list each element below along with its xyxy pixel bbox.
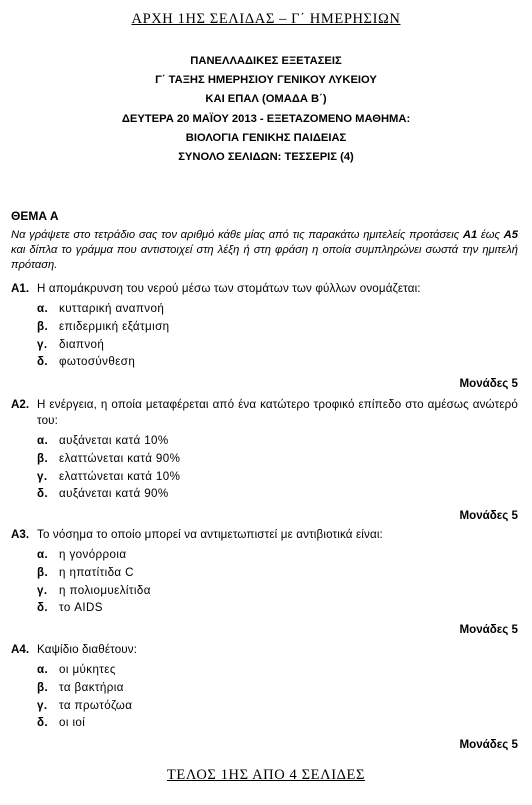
instructions-part1: Να γράψετε στο τετράδιο σας τον αριθμό κάθε μίας από τις παρακάτω ημιτελείς προτάσεις — [11, 229, 463, 241]
option-item — [11, 468, 518, 486]
option-letter: α. — [37, 434, 49, 447]
option-text: ελαττώνεται κατά 10% — [59, 469, 181, 483]
question-number: Α4. — [11, 643, 30, 656]
question-a4 — [11, 642, 518, 751]
option-text: αυξάνεται κατά 90% — [59, 487, 169, 501]
question-number: Α3. — [11, 528, 30, 541]
page-footer — [0, 767, 532, 784]
page-footer-text: ΤΕΛΟΣ 1ΗΣ ΑΠΟ 4 ΣΕΛΙΔΕΣ — [166, 767, 366, 783]
question-number: Α2. — [11, 398, 30, 411]
marks-label: Μονάδες 5 — [459, 738, 518, 752]
option-letter: β. — [37, 319, 49, 333]
options-list — [11, 546, 518, 617]
option-letter: β. — [37, 565, 49, 579]
option-text: ελαττώνεται κατά 90% — [59, 451, 181, 465]
question-a1 — [11, 281, 518, 390]
question-number: Α1. — [11, 282, 30, 295]
question-text: Το νόσημα το οποίο μπορεί να αντιμετωπιστεί με αντιβιοτικά είναι: — [37, 528, 383, 541]
option-text: αυξάνεται κατά 10% — [59, 434, 169, 447]
option-item — [11, 546, 518, 564]
option-item — [11, 353, 518, 371]
option-letter: α. — [37, 548, 49, 561]
title-line: Γ΄ ΤΑΞΗΣ ΗΜΕΡΗΣΙΟΥ ΓΕΝΙΚΟΥ ΛΥΚΕΙΟΥ — [155, 74, 377, 87]
option-text: οι μύκητες — [59, 663, 116, 676]
instructions-to: Α5 — [503, 229, 518, 241]
option-text: η ηπατίτιδα C — [59, 565, 134, 579]
instructions-from: Α1 — [462, 229, 478, 241]
page-header-text: ΑΡΧΗ 1ΗΣ ΣΕΛΙΔΑΣ – Γ΄ ΗΜΕΡΗΣΙΩΝ — [131, 11, 401, 27]
title-line: ΣΥΝΟΛΟ ΣΕΛΙΔΩΝ: ΤΕΣΣΕΡΙΣ (4) — [178, 151, 354, 164]
option-item — [11, 697, 518, 715]
option-letter: β. — [37, 680, 49, 694]
option-text: επιδερμική εξάτμιση — [59, 319, 170, 333]
question-text: Η απομάκρυνση του νερού μέσω των στομάτων των φύλλων ονομάζεται: — [37, 282, 421, 295]
options-list — [11, 300, 518, 371]
option-text: η γονόρροια — [59, 548, 127, 561]
question-a3 — [11, 527, 518, 636]
option-text: διαπνοή — [59, 337, 105, 351]
option-letter: δ. — [37, 601, 49, 615]
option-text: κυτταρική αναπνοή — [59, 302, 165, 315]
option-item — [11, 582, 518, 600]
option-text: η πολιομυελίτιδα — [59, 583, 151, 597]
option-item — [11, 679, 518, 697]
question-text: Καψίδιο διαθέτουν: — [37, 643, 138, 656]
marks-label: Μονάδες 5 — [459, 509, 518, 523]
option-letter: γ. — [37, 337, 48, 351]
option-item — [11, 599, 518, 617]
option-item — [11, 485, 518, 503]
option-text: τα βακτήρια — [59, 680, 124, 694]
question-text: Η ενέργεια, η οποία μεταφέρεται από ένα κατώτερο τροφικό επίπεδο στο αμέσως ανώτερό του: — [37, 398, 518, 427]
option-item — [11, 714, 518, 732]
option-item — [11, 432, 518, 450]
option-letter: γ. — [37, 469, 48, 483]
option-item — [11, 300, 518, 318]
option-item — [11, 318, 518, 336]
option-letter: γ. — [37, 583, 48, 597]
option-item — [11, 564, 518, 582]
instructions-part2: και δίπλα το γράμμα που αντιστοιχεί στη λέξη ή στη φράση η οποία συμπληρώνει σωστά την ημιτελή πρόταση. — [11, 244, 518, 271]
option-text: φωτοσύνθεση — [59, 355, 136, 369]
question-a2 — [11, 397, 518, 522]
options-list — [11, 661, 518, 732]
section-heading: ΘΕΜΑ Α — [11, 209, 59, 223]
marks-label: Μονάδες 5 — [459, 623, 518, 637]
page-header — [0, 11, 532, 28]
option-text: το AIDS — [59, 601, 103, 615]
option-letter: β. — [37, 451, 49, 465]
option-item — [11, 450, 518, 468]
option-letter: δ. — [37, 487, 49, 501]
title-line: ΚΑΙ ΕΠΑΛ (ΟΜΑΔΑ Β΄) — [205, 93, 327, 106]
option-letter: δ. — [37, 716, 49, 730]
option-letter: δ. — [37, 355, 49, 369]
instructions-mid: έως — [477, 229, 504, 241]
option-letter: α. — [37, 302, 49, 315]
option-item — [11, 661, 518, 679]
option-text: οι ιοί — [59, 716, 86, 730]
instructions — [11, 228, 518, 273]
title-line: ΒΙΟΛΟΓΙΑ ΓΕΝΙΚΗΣ ΠΑΙΔΕΙΑΣ — [185, 131, 347, 144]
exam-title-block — [0, 52, 532, 167]
option-item — [11, 336, 518, 354]
option-letter: α. — [37, 663, 49, 676]
option-letter: γ. — [37, 698, 48, 712]
title-line: ΔΕΥΤΕΡΑ 20 ΜΑΪΟΥ 2013 - ΕΞΕΤΑΖΟΜΕΝΟ ΜΑΘΗΜΑ: — [121, 112, 411, 125]
options-list — [11, 432, 518, 503]
option-text: τα πρωτόζωα — [59, 698, 133, 712]
title-line: ΠΑΝΕΛΛΑΔΙΚΕΣ ΕΞΕΤΑΣΕΙΣ — [190, 55, 342, 67]
marks-label: Μονάδες 5 — [459, 377, 518, 391]
